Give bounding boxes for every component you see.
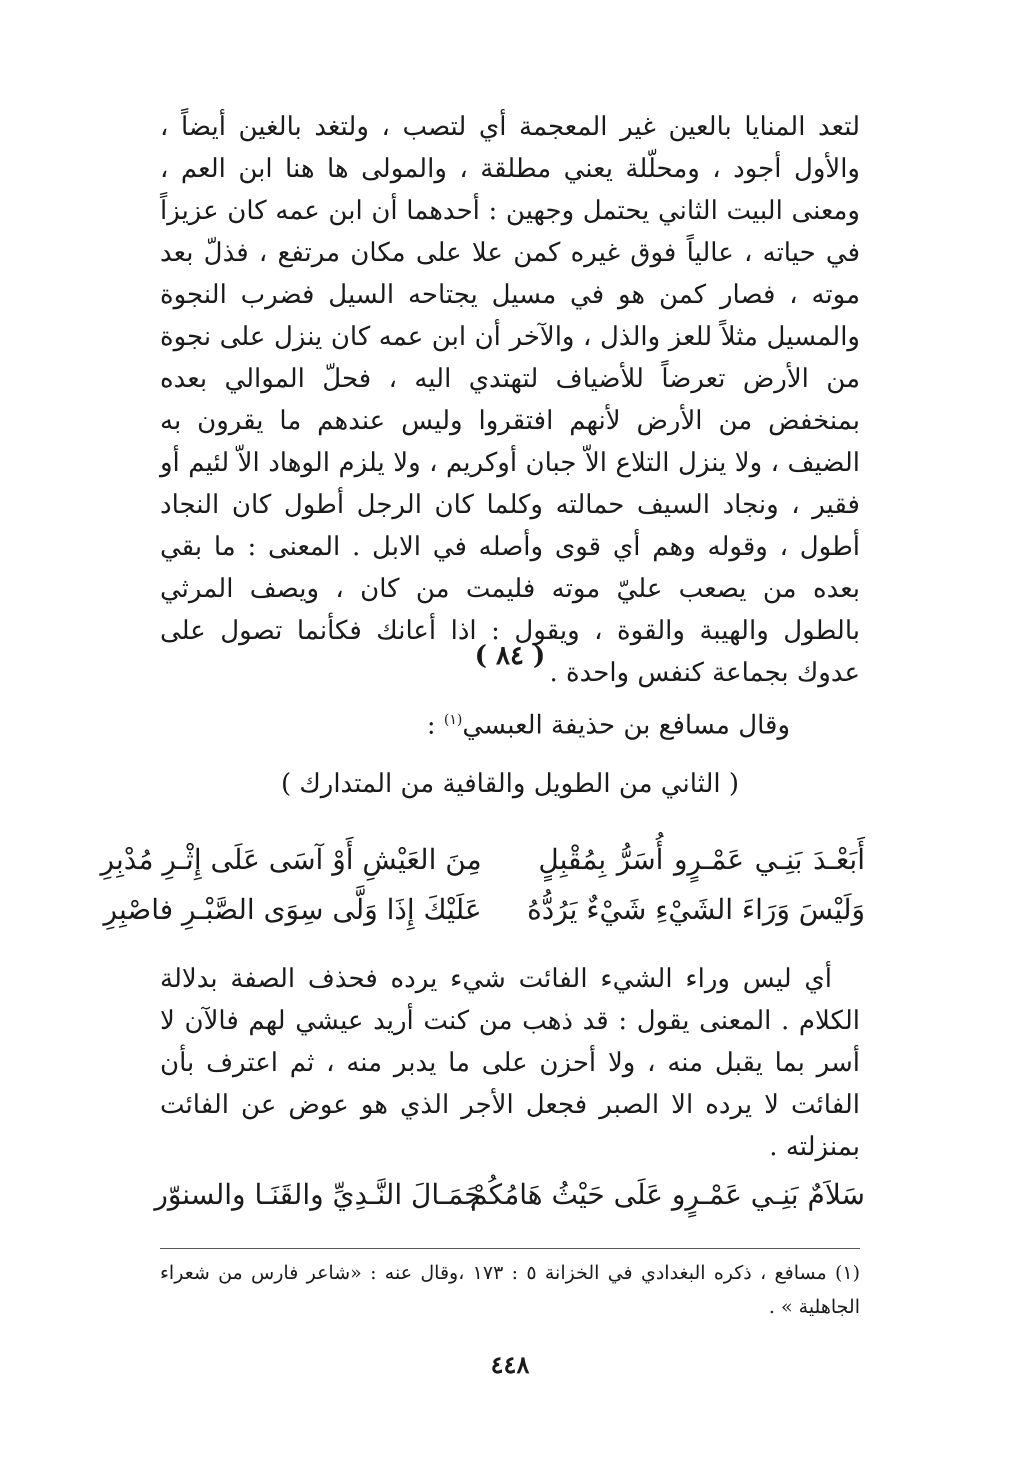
footnote-divider xyxy=(160,1248,860,1249)
verse-first-hemistich: وَلَيْسَ وَرَاءَ الشَيْءِ شَيْءٌ يَرُدُّهُ xyxy=(527,893,865,926)
poet-intro-text: وقال مسافع بن حذيفة العبسي xyxy=(462,710,790,741)
commentary-paragraph-2 xyxy=(160,958,860,1168)
commentary-text-1: لتعد المنايا بالعين غير المعجمة أي لتصب ، ولتغد بالغين أيضاً ، والأول أجود ، ومحلّلة يعني مطلقة ، والمولى ها هنا ابن العم ، ومعنى البيت الثاني يحتمل وجهين : أحدهما أن ابن عمه كان عزيزاً في حياته ، عالياً فوق غيره كمن علا على مكان مرتفع ، فذلّ بعد موته ، فصار كمن هو في مسيل يجتاحه السيل فضرب النجوة والمسيل مثلاً للعز والذل ، والآخر أن ابن عمه كان ينزل على نجوة من الأرض تعرضاً للأضياف لتهتدي اليه ، فحلّ الموالي بعده بمنخفض من الأرض لأنهم افتقروا وليس عندهم ما يقرون به الضيف ، ولا ينزل التلاع الاّ جبان أوكريم ، ولا يلزم الوهاد الاّ لئيم أو فقير ، ونجاد السيف حمالته وكلما كان الرجل أطول كان النجاد أطول ، وقوله وهم أي قوى وأصله في الابل . المعنى : ما بقي بعده من يصعب عليّ موته فليمت من كان ، ويصف المرثي بالطول والهيبة والقوة ، ويقول : اذا أعانك فكأنما تصول على عدوك بجماعة كنفس واحدة . xyxy=(160,112,860,688)
verse-line xyxy=(155,1170,865,1220)
commentary-text-2: أي ليس وراء الشيء الفائت شيء يرده فحذف الصفة بدلالة الكلام . المعنى يقول : قد ذهب من كنت أريد عيشي لهم فالآن لا أسر بما يقبل منه ، ولا أحزن على ما يدبر منه ، ثم اعترف بأن الفائت لا يرده الا الصبر فجعل الأجر الذي هو عوض عن الفائت بمنزلته . xyxy=(160,964,860,1162)
verse-line xyxy=(100,835,865,885)
footnote: (١) مسافع ، ذكره البغدادي في الخزانة ٥ : ١٧٣ ،وقال عنه : «شاعر فارس من شعراء الجاهلية » . xyxy=(160,1262,860,1318)
verse-second-hemistich: مِنَ العَيْشِ أَوْ آسَى عَلَى إِثْـرِ مُدْبِرِ xyxy=(100,843,482,876)
poem-number: ( ٨٤ ) xyxy=(474,641,546,671)
verse-line xyxy=(103,885,865,935)
footnote-reference: (١) xyxy=(443,712,463,728)
commentary-paragraph-1 xyxy=(160,106,860,694)
verse-first-hemistich: سَلاَمٌ بَنِـي عَمْـرٍو عَلَى حَيْثُ هَامُكُمْ xyxy=(470,1178,865,1211)
verse-block-1 xyxy=(100,835,865,935)
verse-second-hemistich: جَمَـالَ النَّـدِيِّ والقَنَـا والسنوّر xyxy=(154,1178,482,1211)
verse-block-2 xyxy=(155,1170,865,1220)
poet-intro-colon: : xyxy=(426,710,436,741)
page-number: ٤٤٨ xyxy=(490,1350,530,1379)
poet-intro xyxy=(160,700,860,746)
verse-second-hemistich: عَلَيْكَ إِذَا وَلَّى سِوَى الصَّبْـرِ فاصْبِرِ xyxy=(103,893,482,926)
verse-first-hemistich: أَبَعْـدَ بَنِـي عَمْـرٍو أُسَرُّ بِمُقْبِلٍ xyxy=(538,843,865,876)
meter-note: ( الثاني من الطويل والقافية من المتدارك ) xyxy=(280,769,740,799)
